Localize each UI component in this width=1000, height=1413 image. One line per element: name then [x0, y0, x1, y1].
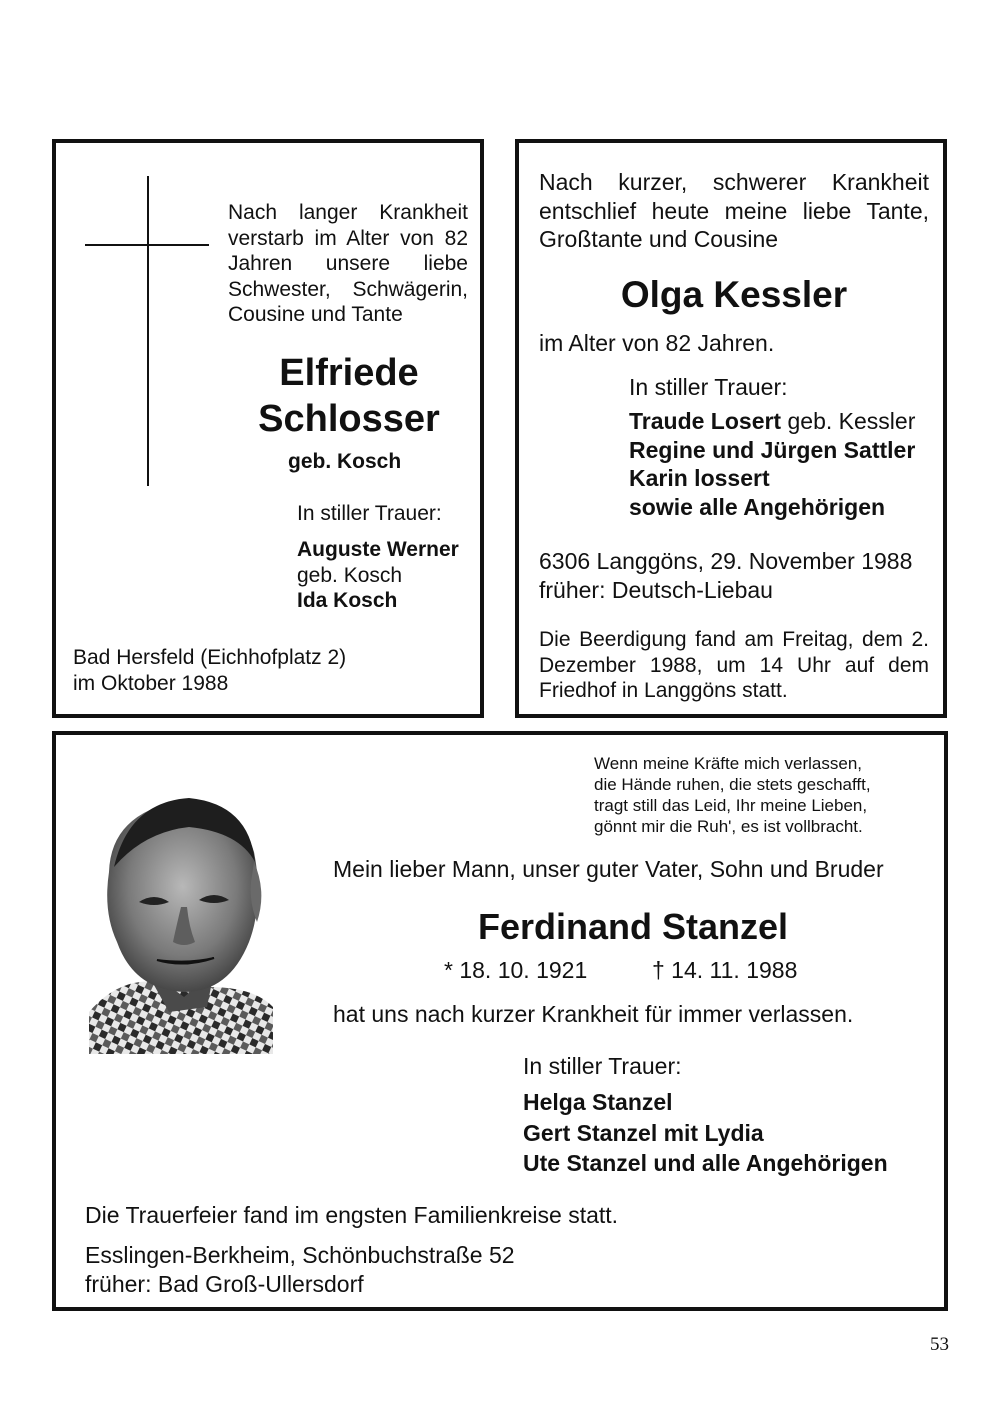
intro-line: Schwester, Schwägerin,	[228, 277, 468, 301]
mourning-heading: In stiller Trauer:	[523, 1053, 682, 1079]
page-number: 53	[930, 1334, 949, 1355]
mourner-birth-name: geb. Kessler	[781, 408, 916, 434]
funeral-line: Friedhof in Langgöns statt.	[539, 679, 788, 702]
birth-date: * 18. 10. 1921	[444, 957, 588, 983]
intro-text: Mein lieber Mann, unser guter Vater, Sohn und Bruder	[333, 856, 884, 882]
death-date: † 14. 11. 1988	[652, 957, 798, 983]
intro-line: entschlief heute meine liebe Tante,	[539, 197, 929, 224]
mourners-list	[297, 537, 459, 614]
cross-icon-horizontal	[85, 244, 209, 246]
mourning-heading: In stiller Trauer:	[629, 374, 788, 400]
obituary-elfriede-schlosser	[52, 139, 484, 718]
deceased-name: Olga Kessler	[620, 274, 848, 315]
intro-line: Cousine und Tante	[228, 303, 403, 326]
obituary-olga-kessler	[515, 139, 947, 718]
deceased-last-name: Schlosser	[258, 398, 440, 440]
mourner: Ida Kosch	[297, 589, 398, 612]
intro-line: verstarb im Alter von 82	[228, 226, 468, 250]
poem-line: Wenn meine Kräfte mich verlassen,	[594, 754, 863, 773]
intro-text	[228, 200, 468, 328]
funeral-line: Dezember 1988, um 14 Uhr auf dem	[539, 653, 929, 677]
place-date: 6306 Langgöns, 29. November 1988	[539, 548, 913, 574]
deceased-name: Ferdinand Stanzel	[477, 906, 789, 947]
mourner: Karin lossert	[629, 465, 770, 491]
mourner: Gert Stanzel mit Lydia	[523, 1119, 764, 1146]
mourner	[629, 407, 915, 436]
poem-line: tragt still das Leid, Ihr meine Lieben,	[594, 796, 868, 815]
mourners-list	[523, 1087, 888, 1179]
intro-line: Nach langer Krankheit	[228, 201, 468, 224]
left-us-text: hat uns nach kurzer Krankheit für immer verlassen.	[333, 1001, 854, 1027]
mourner-name: Traude Losert	[629, 408, 782, 434]
portrait-photo	[89, 792, 273, 1054]
deceased-first-name: Elfriede	[279, 352, 419, 394]
funeral-notice	[539, 627, 929, 704]
former-residence: früher: Bad Groß-Ullersdorf	[85, 1270, 364, 1297]
mourners-list	[629, 407, 915, 521]
cross-icon-vertical	[147, 176, 149, 486]
mourner-birth-name: geb. Kosch	[297, 563, 403, 587]
intro-text	[539, 168, 929, 254]
portrait-photo-image	[89, 792, 273, 1054]
place-and-date	[539, 547, 912, 604]
poem-line: gönnt mir die Ruh', es ist vollbracht.	[594, 817, 863, 836]
obituary-ferdinand-stanzel	[52, 731, 948, 1311]
date: im Oktober 1988	[73, 671, 229, 695]
place-and-date	[73, 645, 346, 696]
mourner: sowie alle Angehörigen	[629, 493, 886, 520]
funeral-line: Die Beerdigung fand am Freitag, dem 2.	[539, 628, 929, 651]
poem-line: die Hände ruhen, die stets geschafft,	[594, 775, 871, 794]
mourner: Ute Stanzel und alle Angehörigen	[523, 1150, 888, 1176]
mourner: Auguste Werner	[297, 538, 459, 561]
mourner: Helga Stanzel	[523, 1089, 673, 1115]
poem	[594, 753, 871, 837]
intro-line: Großtante und Cousine	[539, 226, 779, 252]
intro-line: Nach kurzer, schwerer Krankheit	[539, 169, 929, 195]
intro-line: Jahren unsere liebe	[228, 252, 468, 275]
place: Bad Hersfeld (Eichhofplatz 2)	[73, 646, 347, 669]
funeral-notice: Die Trauerfeier fand im engsten Familienkreise statt.	[85, 1202, 619, 1228]
birth-name: geb. Kosch	[288, 450, 402, 473]
address: Esslingen-Berkheim, Schönbuchstraße 52	[85, 1242, 515, 1268]
mourning-heading: In stiller Trauer:	[297, 502, 442, 525]
address-block	[85, 1241, 515, 1298]
mourner: Regine und Jürgen Sattler	[629, 436, 916, 463]
former-residence: früher: Deutsch-Liebau	[539, 576, 773, 603]
age: im Alter von 82 Jahren.	[539, 330, 775, 356]
